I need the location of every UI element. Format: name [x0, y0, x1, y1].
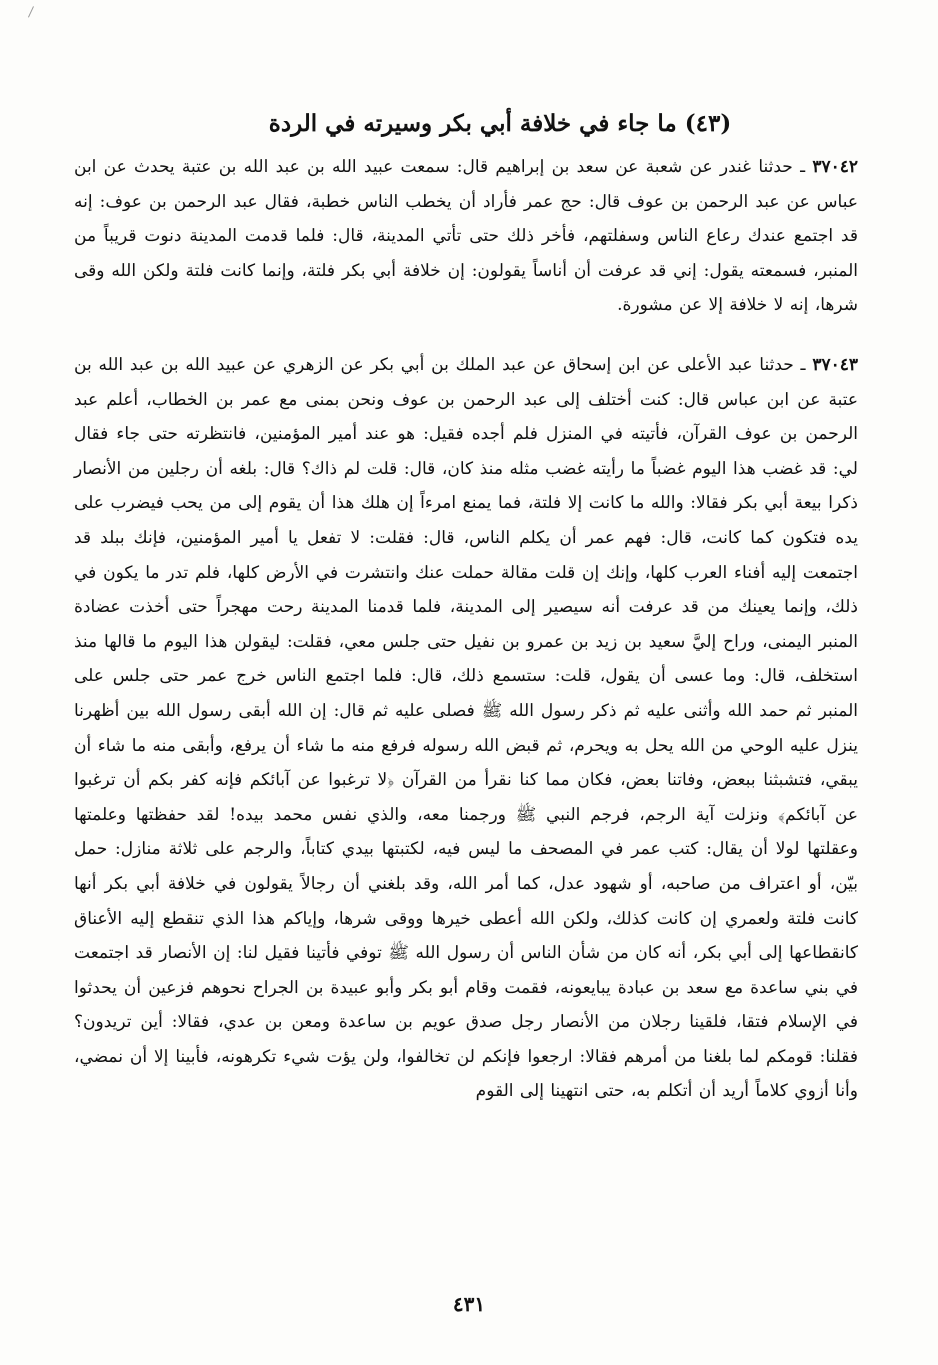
hadith-paragraph-1 — [74, 150, 858, 323]
page-number: ٤٣١ — [452, 1292, 486, 1316]
hadith-number: ٣٧٠٤٢ — [812, 157, 858, 177]
hadith-text: ـ حدثنا غندر عن شعبة عن سعد بن إبراهيم قال: سمعت عبيد الله بن عبد الله بن عتبة يحدث عن ابن عباس عن عبد الرحمن بن عوف قال: حج عمر فأراد أن يخطب الناس خطبة، فقال عبد الرحمن بن عوف: إنه قد اجتمع عندك رعاع الناس وسفلتهم، فأخر ذلك حتى تأتي المدينة، قال: فلما قدمت المدينة دنوت قريباً من المنبر، فسمعته يقول: إني قد عرفت أن أناساً يقولون: إن خلافة أبي بكر فلتة، وإنما كانت فلتة ولكن الله وقى شرها، إنه لا خلافة إلا عن مشورة. — [74, 157, 858, 316]
chapter-title: (٤٣) ما جاء في خلافة أبي بكر وسيرته في الردة — [268, 110, 732, 137]
scan-mark — [28, 6, 43, 22]
hadith-paragraph-2 — [74, 348, 858, 1109]
hadith-text: ـ حدثنا عبد الأعلى عن ابن إسحاق عن عبد الملك بن أبي بكر عن الزهري عن عبيد الله بن عبد الله بن عتبة عن ابن عباس قال: كنت أختلف إلى عبد الرحمن بن عوف ونحن بمنى مع عمر بن الخطاب، أعلم عبد الرحمن بن عوف القرآن، فأتيته في المنزل فلم أجده فقيل: هو عند أمير المؤمنين، فانتظرته حتى جاء فقال لي: قد غضب هذا اليوم غضباً ما رأيته غضب مثله منذ كان، قال: قلت لم ذاك؟ قال: بلغه أن رجلين من الأنصار ذكرا بيعة أبي بكر فقالا: والله ما كانت إلا فلتة، فما يمنع امرءاً إن هلك هذا أن يقوم إلى من يحب فيضرب على يده فتكون كما كانت، قال: فهم عمر أن يكلم الناس، قال: فقلت: لا تفعل يا أمير المؤمنين، فإنك ببلد قد اجتمعت إليه أفناء العرب كلها، وإنك إن قلت مقالة حملت عنك وانتشرت في الأرض كلها، فلم تدر ما يكون في ذلك، وإنما يعينك من قد عرفت أنه سيصير إلى المدينة، فلما قدمنا المدينة رحت مهجراً حتى أخذت عضادة المنبر اليمنى، وراح إليَّ سعيد بن زيد بن عمرو بن نفيل حتى جلس معي، فقلت: ليقولن هذا اليوم ما قالها منذ استخلف، قال: وما عسى أن يقول، قلت: ستسمع ذلك، قال: فلما اجتمع الناس خرج عمر حتى جلس على المنبر ثم حمد الله وأثنى عليه ثم ذكر رسول الله ﷺ فصلى عليه ثم قال: إن الله أبقى رسول الله بين أظهرنا ينزل عليه الوحي من الله يحل به ويحرم، ثم قبض الله رسوله فرفع منه ما شاء أن يرفع، وأبقى منه ما شاء أن يبقي، فتشبثنا ببعض، وفاتنا بعض، فكان مما كنا نقرأ من القرآن ﴿لا ترغبوا عن آبائكم فإنه كفر بكم أن ترغبوا عن آبائكم﴾ ونزلت آية الرجم، فرجم النبي ﷺ ورجمنا معه، والذي نفس محمد بيده! لقد حفظتها وعلمتها وعقلتها لولا أن يقال: كتب عمر في المصحف ما ليس فيه، لكتبتها بيدي كتاباً، والرجم على ثلاثة منازل: حمل بيّن، أو اعتراف من صاحبه، أو شهود عدل، كما أمر الله، وقد بلغني أن رجالاً يقولون في خلافة أبي بكر أنها كانت فلتة ولعمري إن كانت كذلك، ولكن الله أعطى خيرها ووقى شرها، وإياكم هذا الذي تنقطع إليه الأعناق كانقطاعها إلى أبي بكر، أنه كان من شأن الناس أن رسول الله ﷺ توفي فأتينا فقيل لنا: إن الأنصار قد اجتمعت في بني ساعدة مع سعد بن عبادة يبايعونه، فقمت وقام أبو بكر وأبو عبيدة بن الجراح نحوهم فزعين أن يحدثوا في الإسلام فتقا، فلقينا رجلان من الأنصار رجل صدق عويم بن ساعدة ومعن بن عدي، فقالا: أين تريدون؟ فقلنا: قومكم لما بلغنا من أمرهم فقالا: ارجعوا فإنكم لن تخالفوا، ولن يؤت شيء تكرهونه، فأبينا إلا أن نمضي، وأنا أزوي كلاماً أريد أن أتكلم به، حتى انتهينا إلى القوم — [74, 355, 858, 1102]
hadith-number: ٣٧٠٤٣ — [812, 355, 858, 375]
